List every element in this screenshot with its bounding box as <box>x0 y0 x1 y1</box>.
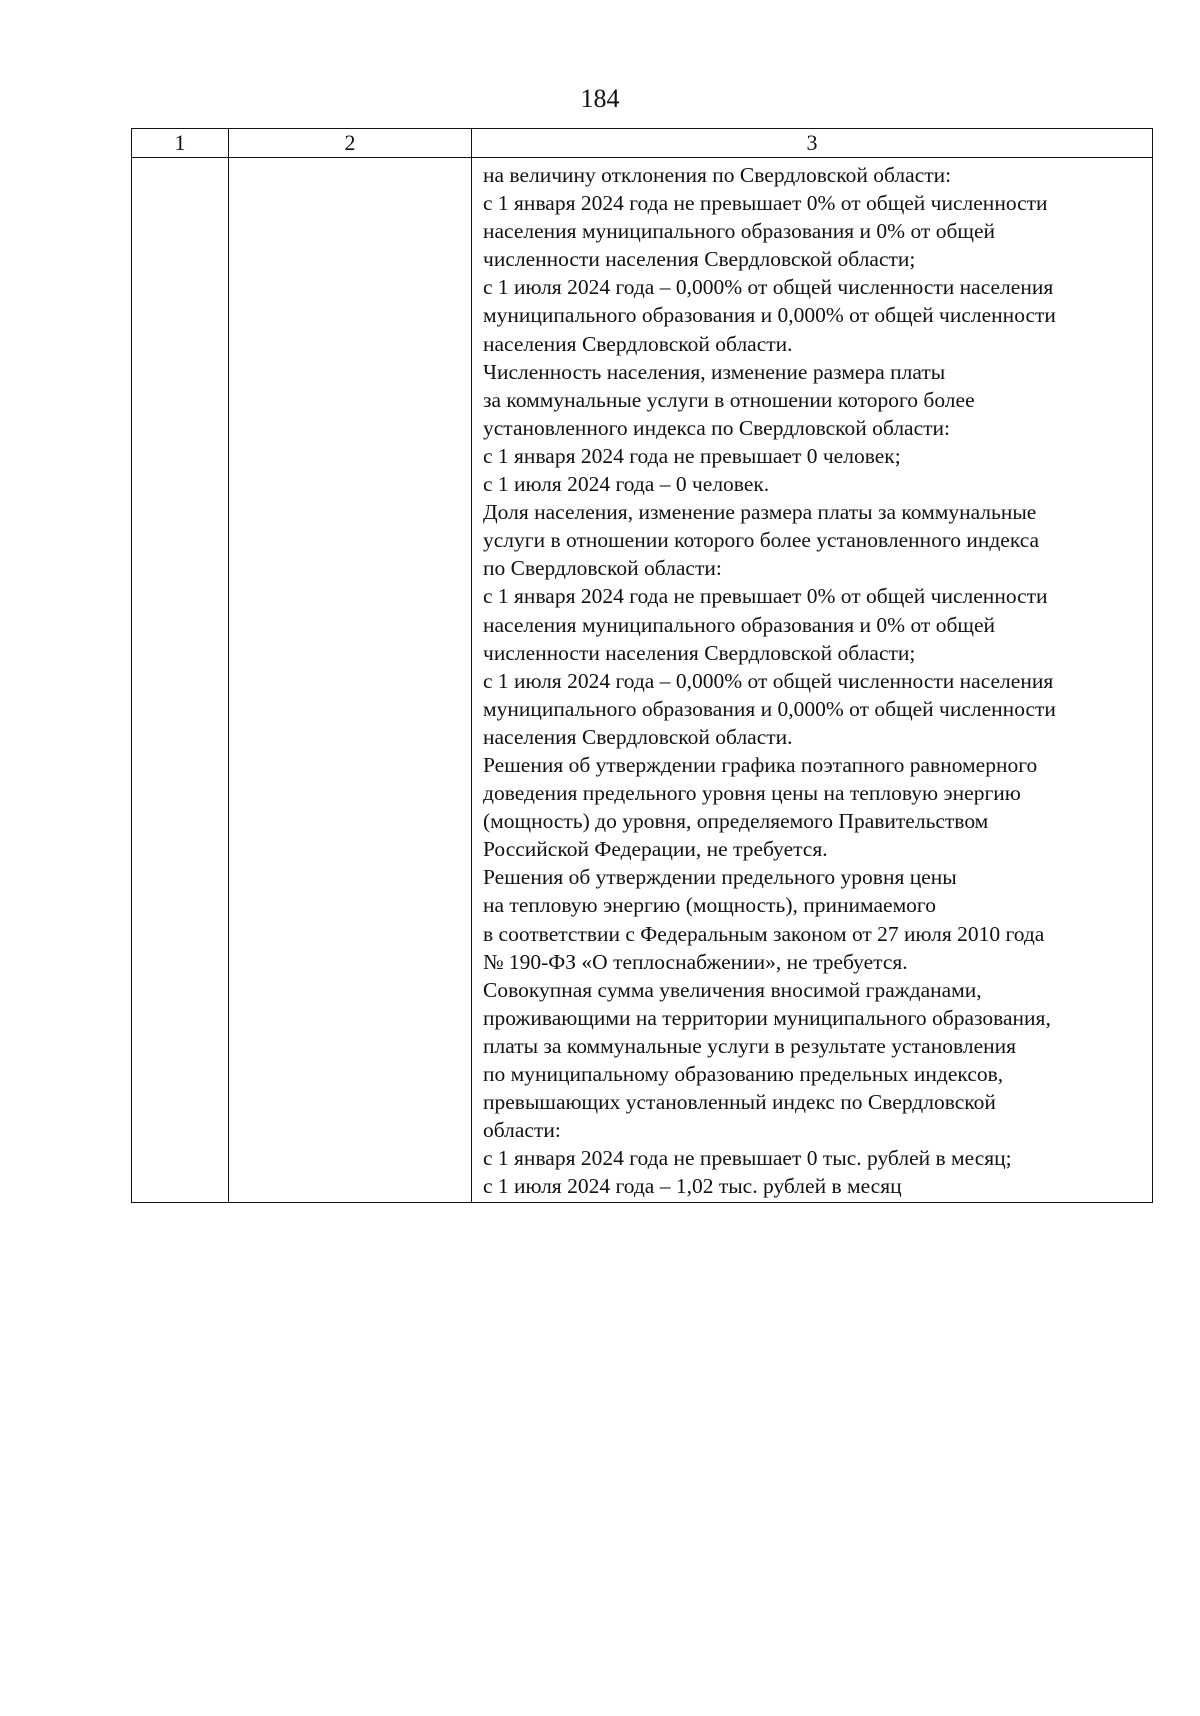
text-line: доведения предельного уровня цены на тепловую энергию <box>483 781 1021 806</box>
text-line: № 190-ФЗ «О теплоснабжении», не требуется. <box>483 949 908 974</box>
content-table <box>131 128 1153 1203</box>
cell-col3 <box>472 158 1153 1203</box>
table-header-row <box>132 129 1153 158</box>
text-line: муниципального образования и 0,000% от общей численности <box>483 696 1056 721</box>
cell-col3-text <box>472 158 1152 1202</box>
column-header-3: 3 <box>472 129 1153 158</box>
text-line: превышающих установленный индекс по Свердловской <box>483 1090 996 1115</box>
text-line: населения Свердловской области. <box>483 724 793 749</box>
text-line: населения муниципального образования и 0% от общей <box>483 612 995 637</box>
text-line: услуги в отношении которого более установленного индекса <box>483 528 1040 553</box>
text-line: в соответствии с Федеральным законом от 27 июля 2010 года <box>483 921 1045 946</box>
text-line: численности населения Свердловской области; <box>483 640 916 665</box>
text-line: (мощность) до уровня, определяемого Правительством <box>483 809 989 834</box>
text-line: проживающими на территории муниципального образования, <box>483 1005 1051 1030</box>
cell-col1 <box>132 158 229 1203</box>
text-line: Совокупная сумма увеличения вносимой гражданами, <box>483 977 982 1002</box>
text-line: населения Свердловской области. <box>483 331 793 356</box>
text-line: за коммунальные услуги в отношении которого более <box>483 387 975 412</box>
text-line: установленного индекса по Свердловской области: <box>483 415 951 440</box>
text-line: Доля населения, изменение размера платы за коммунальные <box>483 500 1037 525</box>
text-line: с 1 января 2024 года не превышает 0 тыс. рублей в месяц; <box>483 1146 1012 1171</box>
text-line: с 1 января 2024 года не превышает 0 человек; <box>483 443 901 468</box>
table-row <box>132 158 1153 1203</box>
text-line: на величину отклонения по Свердловской области: <box>483 163 952 187</box>
text-line: по муниципальному образованию предельных индексов, <box>483 1062 1004 1086</box>
text-line: Численность населения, изменение размера платы <box>483 359 946 384</box>
page-number: 184 <box>580 84 620 113</box>
text-line: Решения об утверждении графика поэтапного равномерного <box>483 752 1038 777</box>
text-line: по Свердловской области: <box>483 556 722 581</box>
text-line: с 1 июля 2024 года – 0 человек. <box>483 472 770 497</box>
text-line: Российской Федерации, не требуется. <box>483 837 828 862</box>
column-header-1: 1 <box>132 129 229 158</box>
text-line: с 1 января 2024 года не превышает 0% от общей численности <box>483 584 1048 609</box>
text-line: на тепловую энергию (мощность), принимаемого <box>483 893 936 918</box>
text-line: области: <box>483 1118 561 1143</box>
text-line: с 1 июля 2024 года – 0,000% от общей численности населения <box>483 275 1054 300</box>
cell-col2 <box>229 158 472 1203</box>
text-line: Решения об утверждении предельного уровня цены <box>483 865 957 890</box>
text-line: с 1 июля 2024 года – 0,000% от общей численности населения <box>483 668 1054 693</box>
text-line: платы за коммунальные услуги в результате установления <box>483 1033 1017 1058</box>
column-header-2: 2 <box>229 129 472 158</box>
text-line: населения муниципального образования и 0% от общей <box>483 219 995 244</box>
text-line: с 1 июля 2024 года – 1,02 тыс. рублей в месяц <box>483 1174 902 1199</box>
text-line: с 1 января 2024 года не превышает 0% от общей численности <box>483 191 1048 216</box>
text-line: численности населения Свердловской области; <box>483 247 916 272</box>
text-line: муниципального образования и 0,000% от общей численности <box>483 303 1056 328</box>
